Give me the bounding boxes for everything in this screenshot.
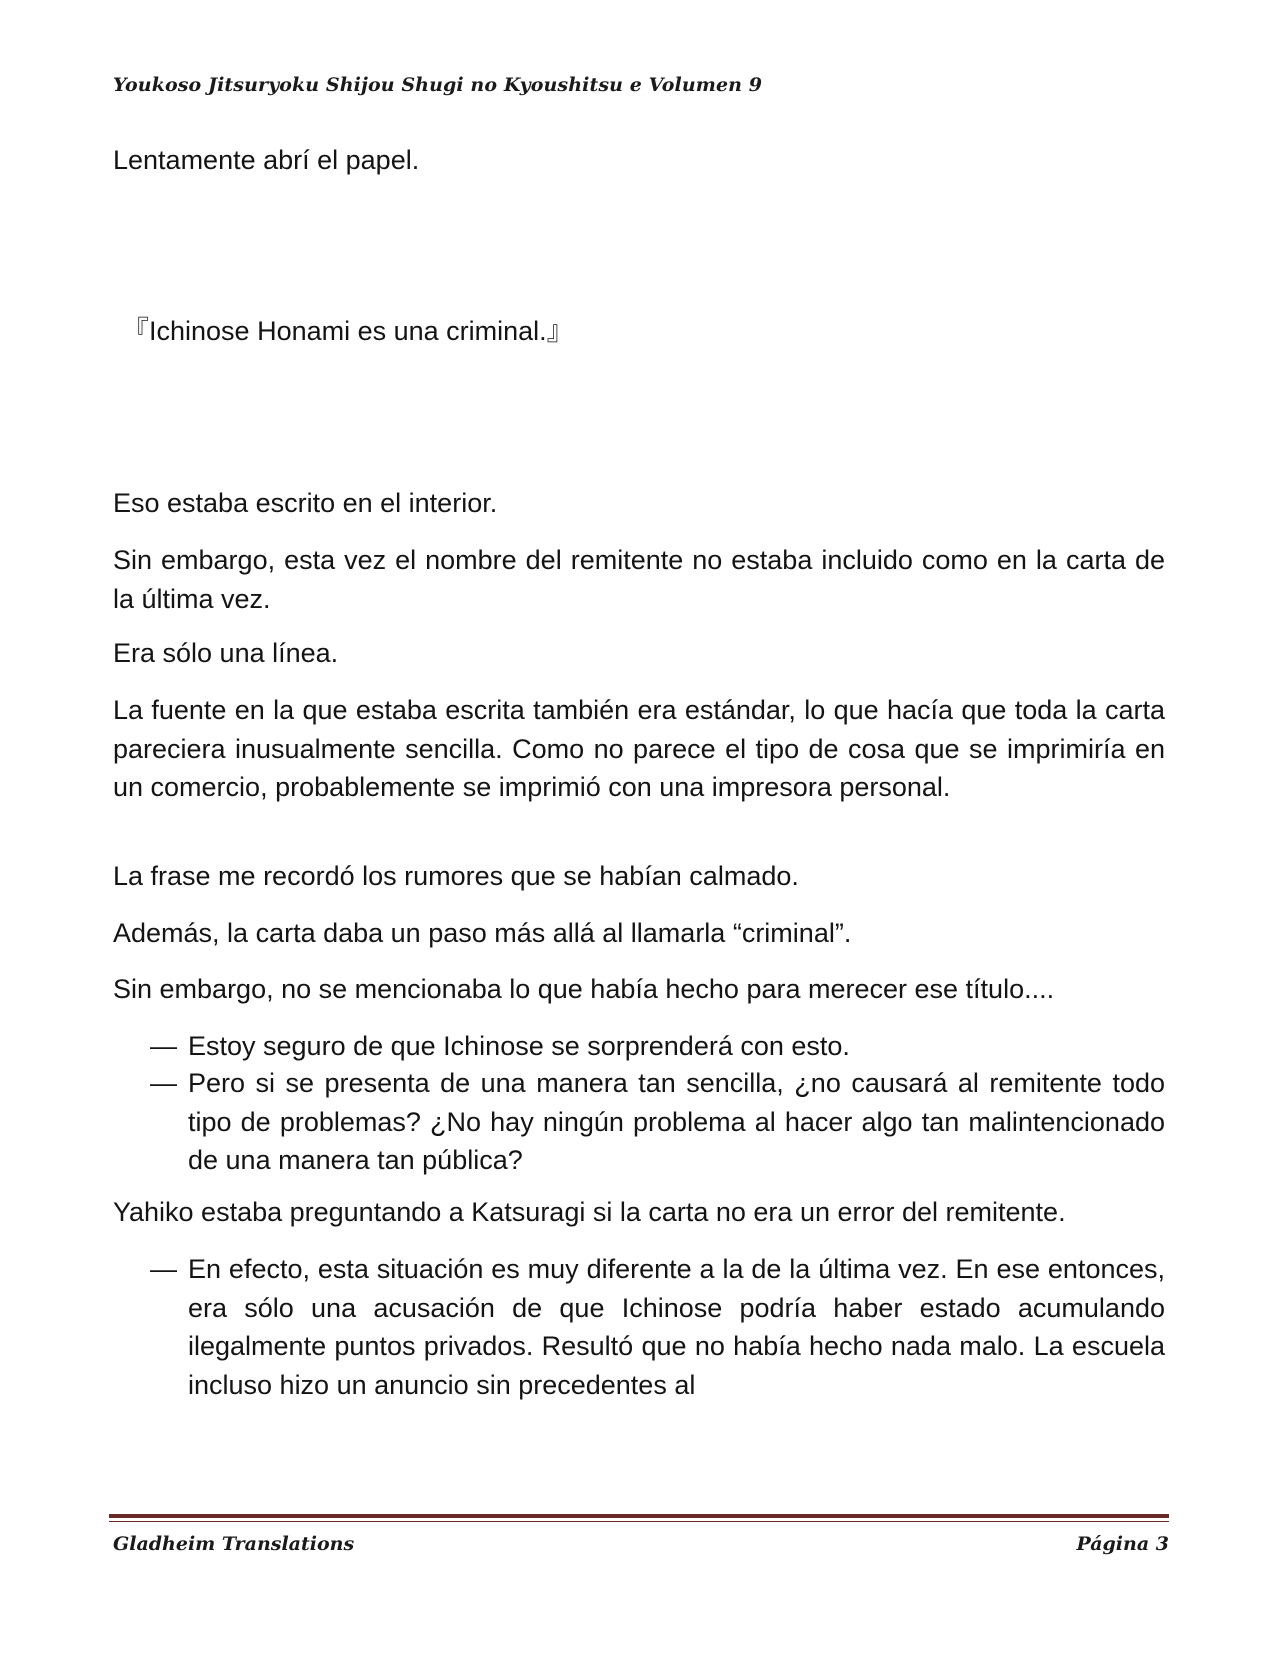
quoted-note: 『Ichinose Honami es una criminal.』 [122, 316, 574, 346]
dialogue-text-2: Pero si se presenta de una manera tan sencilla, ¿no causará al remitente todo tipo de problemas? ¿No hay ningún problema al hacer algo tan malintencionado de una manera tan pública? [188, 1068, 1165, 1175]
paragraph-4: Era sólo una línea. [113, 638, 339, 668]
paragraph-7: Además, la carta daba un paso más allá al llamarla “criminal”. [113, 918, 852, 948]
footer-rule-thin [109, 1521, 1169, 1522]
paragraph-2: Eso estaba escrito en el interior. [113, 488, 498, 518]
paragraph-1: Lentamente abrí el papel. [113, 145, 420, 175]
paragraph-5: La fuente en la que estaba escrita también era estándar, lo que hacía que toda la carta pareciera inusualmente sencilla. Como no parece el tipo de cosa que se imprimiría en un comercio, probablemente se imprimió con una impresora personal. [113, 695, 1165, 802]
paragraph-3: Sin embargo, esta vez el nombre del remitente no estaba incluido como en la carta de la última vez. [113, 545, 1165, 614]
dialogue-line-1 [150, 1027, 1165, 1066]
dialogue-line-3 [150, 1250, 1165, 1404]
dialogue-text-1: Estoy seguro de que Ichinose se sorprenderá con esto. [188, 1031, 850, 1061]
dialogue-dash: — [150, 1254, 177, 1284]
paragraph-6: La frase me recordó los rumores que se habían calmado. [113, 861, 799, 891]
running-header: Youkoso Jitsuryoku Shijou Shugi no Kyoushitsu e Volumen 9 [113, 74, 763, 96]
footer-rule-thick [109, 1514, 1169, 1518]
paragraph-8: Sin embargo, no se mencionaba lo que había hecho para merecer ese título.... [113, 974, 1055, 1004]
paragraph-9: Yahiko estaba preguntando a Katsuragi si la carta no era un error del remitente. [113, 1197, 1066, 1227]
dialogue-line-2 [150, 1064, 1165, 1180]
footer-publisher: Gladheim Translations [113, 1533, 355, 1555]
dialogue-text-3: En efecto, esta situación es muy diferente a la de la última vez. En ese entonces, era sólo una acusación de que Ichinose podría haber estado acumulando ilegalmente puntos privados. Resultó que no había hecho nada malo. La escuela incluso hizo un anuncio sin precedentes al [188, 1254, 1165, 1400]
dialogue-dash: — [150, 1068, 177, 1098]
dialogue-dash: — [150, 1031, 177, 1061]
footer-page-number: Página 3 [1076, 1533, 1169, 1555]
